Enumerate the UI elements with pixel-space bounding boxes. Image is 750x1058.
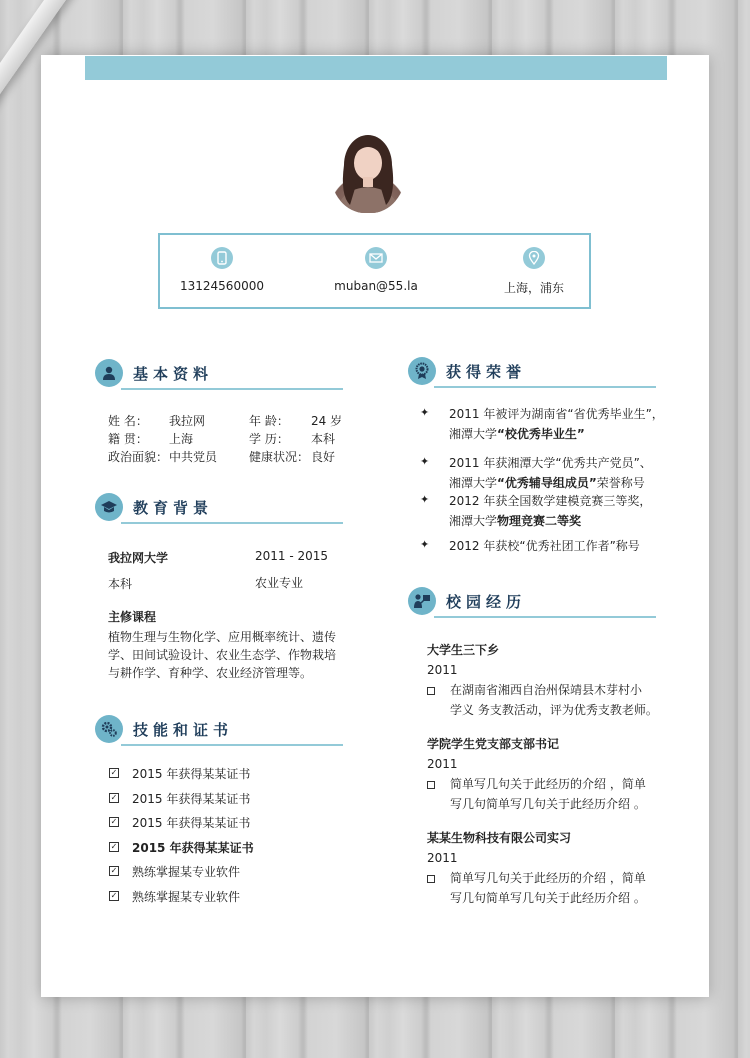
honor-line: 2011 年获湘潭大学“优秀共产党员”、 bbox=[449, 456, 652, 470]
skill-item: 熟练掌握某专业软件 bbox=[132, 865, 241, 879]
campus-item-desc: 简单写几句关于此经历的介绍 ，简单 bbox=[450, 871, 646, 885]
checkbox-icon: ✓ bbox=[110, 890, 118, 900]
contact-email bbox=[296, 247, 456, 293]
honor-highlight: 物理竞赛二等奖 bbox=[497, 514, 582, 528]
medal-icon bbox=[408, 357, 436, 385]
honor-line-2 bbox=[449, 512, 581, 530]
campus-item-desc-2: 写几句简单写几句关于此经历介绍 。 bbox=[450, 891, 646, 905]
basic-label-education: 学 历： bbox=[249, 432, 289, 446]
section-campus-header bbox=[408, 587, 658, 617]
basic-label-age: 年 龄： bbox=[249, 414, 289, 428]
honor-line: 2012 年获全国数学建模竞赛三等奖， bbox=[449, 494, 652, 508]
section-divider bbox=[121, 744, 343, 746]
section-basic-header bbox=[95, 359, 345, 389]
checkbox-icon: ✓ bbox=[110, 768, 118, 777]
campus-item-year: 2011 bbox=[427, 851, 458, 865]
phone-icon bbox=[211, 247, 233, 269]
checkbox-icon: ✓ bbox=[110, 866, 118, 875]
contact-phone bbox=[142, 247, 302, 293]
top-accent-bar bbox=[85, 56, 667, 80]
section-skills-title: 技能和证书 bbox=[133, 721, 234, 739]
checkbox-icon: ✓ bbox=[110, 841, 118, 851]
square-bullet-icon bbox=[427, 875, 435, 883]
checkbox-icon: ✓ bbox=[110, 817, 118, 826]
campus-item-title: 某某生物科技有限公司实习 bbox=[427, 831, 572, 845]
section-education-header bbox=[95, 493, 345, 523]
square-bullet-icon bbox=[427, 687, 435, 695]
campus-item-desc-2: 写几句简单写几句关于此经历介绍 。 bbox=[450, 797, 646, 811]
contact-location bbox=[454, 247, 614, 296]
email-text: muban@55.la bbox=[334, 279, 418, 293]
graduation-cap-icon bbox=[95, 493, 123, 521]
honor-text: 荣誉称号 bbox=[596, 476, 645, 490]
basic-label-politics: 政治面貌： bbox=[108, 450, 169, 464]
edu-courses-title: 主修课程 bbox=[108, 610, 157, 624]
section-divider bbox=[121, 522, 343, 524]
honor-line-2 bbox=[449, 474, 645, 492]
location-pin-icon bbox=[523, 247, 545, 269]
skill-item: 2015 年获得某某证书 bbox=[132, 767, 251, 781]
section-honors-title: 获得荣誉 bbox=[446, 363, 527, 381]
edu-major: 农业专业 bbox=[255, 576, 304, 590]
section-campus-title: 校园经历 bbox=[446, 593, 527, 611]
campus-item-desc: 在湖南省湘西自治州保靖县木芽村小 bbox=[450, 683, 643, 697]
section-skills-header bbox=[95, 715, 345, 745]
section-honors-header bbox=[408, 357, 658, 387]
star-bullet-icon: ✦ bbox=[420, 493, 430, 506]
edu-courses: 植物生理与生物化学、应用概率统计、遗传学、田间试验设计、农业生态学、作物栽培与耕作学、育种学、农业经济管理等。 bbox=[108, 630, 337, 680]
star-bullet-icon: ✦ bbox=[420, 406, 430, 419]
basic-value-hometown: 上海 bbox=[169, 432, 194, 446]
campus-item-year: 2011 bbox=[427, 663, 458, 677]
avatar bbox=[330, 125, 406, 213]
section-education-title: 教育背景 bbox=[133, 499, 214, 517]
honor-text: 湘潭大学 bbox=[449, 514, 498, 528]
gears-icon bbox=[95, 715, 123, 743]
basic-value-health: 良好 bbox=[311, 450, 336, 464]
skill-item: 2015 年获得某某证书 bbox=[132, 840, 254, 855]
honor-text: 湘潭大学 bbox=[449, 427, 498, 441]
honor-highlight: “优秀辅导组成员” bbox=[497, 476, 597, 490]
phone-text: 13124560000 bbox=[180, 279, 264, 293]
basic-label-health: 健康状况： bbox=[249, 450, 310, 464]
basic-label-name: 姓 名： bbox=[108, 414, 148, 428]
basic-value-politics: 中共党员 bbox=[169, 450, 218, 464]
campus-item-year: 2011 bbox=[427, 757, 458, 771]
honor-line: 2012 年获校“优秀社团工作者”称号 bbox=[449, 539, 640, 553]
section-divider bbox=[121, 388, 343, 390]
honor-text: 湘潭大学 bbox=[449, 476, 498, 490]
basic-value-age: 24 岁 bbox=[311, 414, 343, 428]
section-divider bbox=[434, 386, 656, 388]
campus-item-desc: 简单写几句关于此经历的介绍 ，简单 bbox=[450, 777, 646, 791]
square-bullet-icon bbox=[427, 781, 435, 789]
contact-box bbox=[158, 233, 591, 309]
skill-item: 熟练掌握某专业软件 bbox=[132, 889, 241, 904]
edu-degree: 本科 bbox=[108, 577, 133, 591]
resume-sheet bbox=[41, 55, 709, 997]
edu-years: 2011 - 2015 bbox=[255, 549, 329, 563]
campus-item-title: 学院学生党支部支部书记 bbox=[427, 737, 560, 751]
honor-line-2 bbox=[449, 425, 585, 443]
honor-highlight: “校优秀毕业生” bbox=[497, 427, 585, 441]
mail-icon bbox=[365, 247, 387, 269]
basic-value-name: 我拉网 bbox=[169, 414, 206, 428]
checkbox-icon: ✓ bbox=[110, 792, 118, 802]
campus-item-title: 大学生三下乡 bbox=[427, 643, 500, 657]
location-text: 上海，浦东 bbox=[503, 281, 564, 295]
star-bullet-icon: ✦ bbox=[420, 455, 430, 468]
edu-school: 我拉网大学 bbox=[108, 551, 169, 565]
person-icon bbox=[95, 359, 123, 387]
section-divider bbox=[434, 616, 656, 618]
presenter-icon bbox=[408, 587, 436, 615]
honor-line: 2011 年被评为湖南省“省优秀毕业生”， bbox=[449, 407, 664, 421]
basic-label-hometown: 籍 贯： bbox=[108, 432, 148, 446]
skill-item: 2015 年获得某某证书 bbox=[132, 791, 251, 806]
basic-value-education: 本科 bbox=[311, 432, 336, 446]
skill-item: 2015 年获得某某证书 bbox=[132, 816, 251, 830]
campus-item-desc-2: 学义 务支教活动，评为优秀支教老师。 bbox=[450, 703, 658, 717]
section-basic-title: 基本资料 bbox=[133, 365, 214, 383]
star-bullet-icon: ✦ bbox=[420, 538, 430, 551]
